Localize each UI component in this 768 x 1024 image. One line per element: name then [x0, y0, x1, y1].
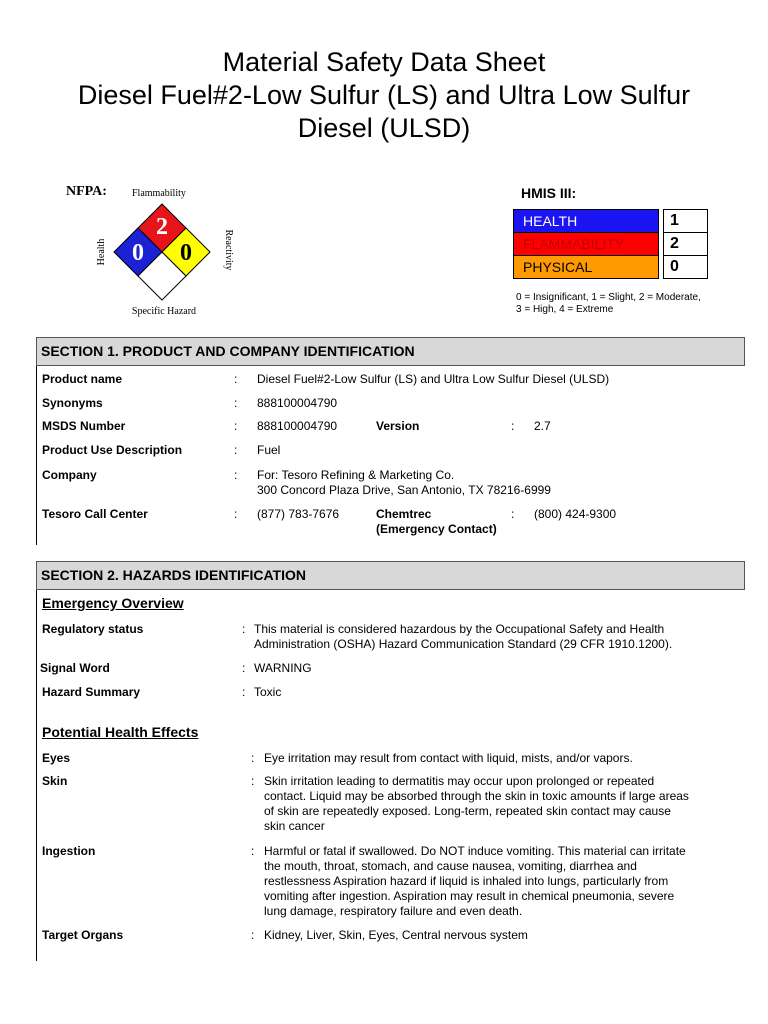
chemtrec-value: (800) 424-9300 [534, 507, 617, 521]
regulatory-row: Regulatory status : This material is considered hazardous by the Occupational Safety and Health Administration (OSHA) Hazard Communication Standard (29 CFR 1910.1200). [42, 622, 673, 651]
hmis-legend-line-2: 3 = High, 4 = Extreme [516, 304, 614, 315]
company-line-1: For: Tesoro Refining & Marketing Co. [257, 468, 455, 482]
title-line-2: Diesel Fuel#2-Low Sulfur (LS) and Ultra Low Sulfur [77, 80, 691, 110]
section-1-heading: SECTION 1. PRODUCT AND COMPANY IDENTIFICATION [36, 337, 745, 366]
title-line-3: Diesel (ULSD) [297, 113, 471, 143]
hmis-health-value: 1 [664, 210, 708, 233]
hmis-legend [516, 292, 716, 316]
skin-line: contact. Liquid may be absorbed through the skin in toxic amounts if large areas [264, 789, 689, 803]
use-value: Fuel [257, 443, 281, 457]
section-2 [36, 561, 745, 961]
msds-number-value: 888100004790 [257, 419, 338, 433]
hmis-physical-label: PHYSICAL [514, 256, 659, 279]
company-label: Company [42, 468, 97, 482]
regulatory-line-2: Administration (OSHA) Hazard Communication Standard (29 CFR 1910.1200). [254, 637, 673, 651]
ingestion-line: the mouth, throat, stomach, and cause nausea, vomiting, diarrhea and [264, 859, 637, 873]
chemtrec-label-line-2: (Emergency Contact) [376, 522, 497, 536]
skin-line: Skin irritation leading to dermatitis may occur upon prolonged or repeated [264, 774, 655, 788]
hazard-summary-value: Toxic [254, 685, 282, 699]
nfpa-specific-caption: Specific Hazard [131, 306, 197, 317]
ingestion-line: restlessness Aspiration hazard if liquid is inhaled into lungs, particularly from [264, 874, 669, 888]
nfpa-reactivity-caption: Reactivity [223, 229, 234, 271]
hmis-table [513, 209, 708, 279]
nfpa-reactivity-value: 0 [180, 240, 192, 266]
target-organs-row: Target Organs : Kidney, Liver, Skin, Eyes, Central nervous system [42, 928, 528, 942]
ingestion-line: Harmful or fatal if swallowed. Do NOT induce vomiting. This material can irritate [264, 844, 686, 858]
nfpa-health-caption: Health [96, 238, 107, 266]
hmis-physical-value: 0 [664, 256, 708, 279]
call-center-label: Tesoro Call Center [42, 507, 148, 521]
signal-word-value: WARNING [254, 661, 312, 675]
target-organs-label: Target Organs [42, 928, 124, 942]
hmis-flammability-label: FLAMMABILITY [514, 233, 659, 256]
emergency-overview-heading: Emergency Overview [42, 595, 184, 611]
regulatory-label: Regulatory status [42, 622, 144, 636]
skin-label: Skin [42, 774, 68, 788]
msds-row: MSDS Number : 888100004790 Version : 2.7 [42, 419, 551, 433]
hazard-summary-label: Hazard Summary [42, 685, 141, 699]
synonyms-label: Synonyms [42, 396, 103, 410]
document-title [0, 46, 768, 145]
nfpa-label: NFPA: [66, 184, 107, 199]
nfpa-flammability-value: 2 [156, 214, 168, 240]
eyes-label: Eyes [42, 751, 71, 765]
section-1 [36, 337, 745, 545]
ingestion-label: Ingestion [42, 844, 96, 858]
hmis-health-label: HEALTH [514, 210, 659, 233]
company-row: Company : For: Tesoro Refining & Marketing Co. 300 Concord Plaza Drive, San Antonio, TX 78216-6999 [42, 468, 551, 497]
call-center-row: Tesoro Call Center : (877) 783-7676 Chemtrec (Emergency Contact) : (800) 424-9300 [42, 507, 617, 536]
product-name-label: Product name [42, 372, 123, 386]
ingestion-row: Ingestion : Harmful or fatal if swallowed. Do NOT induce vomiting. This material can irritate the mouth, throat, stomach, and cause nausea, vomiting, diarrhea and restlessness Aspiration hazard if liquid is inhaled into lungs, particularly from vomiting after ingestion. Aspiration may result in chemical pneumonia, severe lung damage, respiratory failure and even death. [42, 844, 686, 918]
hmis-legend-line-1: 0 = Insignificant, 1 = Slight, 2 = Moderate, [516, 292, 701, 303]
signal-word-row: Signal Word : WARNING [40, 661, 312, 675]
version-label: Version [376, 419, 420, 433]
ingestion-line: lung damage, respiratory failure and even death. [264, 904, 523, 918]
hmis-label: HMIS III: [521, 185, 577, 201]
version-value: 2.7 [534, 419, 551, 433]
synonyms-row: Synonyms : 888100004790 [42, 396, 338, 410]
product-name-value: Diesel Fuel#2-Low Sulfur (LS) and Ultra Low Sulfur Diesel (ULSD) [257, 372, 610, 386]
call-center-value: (877) 783-7676 [257, 507, 340, 521]
synonyms-value: 888100004790 [257, 396, 338, 410]
skin-line: skin cancer [264, 819, 325, 833]
eyes-row: Eyes : Eye irritation may result from contact with liquid, mists, and/or vapors. [42, 751, 633, 765]
hmis-row-physical [514, 256, 708, 279]
company-line-2: 300 Concord Plaza Drive, San Antonio, TX 78216-6999 [257, 483, 551, 497]
signal-word-label: Signal Word [40, 661, 110, 675]
use-label: Product Use Description [42, 443, 183, 457]
hazard-summary-row: Hazard Summary : Toxic [42, 685, 282, 699]
use-row: Product Use Description : Fuel [42, 443, 281, 457]
skin-row: Skin : Skin irritation leading to dermatitis may occur upon prolonged or repeated contact. Liquid may be absorbed through the skin in toxic amounts if large areas of skin are repeatedly exposed. Long-term, repeated skin contact may cause skin cancer [42, 774, 689, 833]
msds-number-label: MSDS Number [42, 419, 126, 433]
title-line-1: Material Safety Data Sheet [222, 47, 546, 77]
potential-health-heading: Potential Health Effects [42, 724, 199, 740]
hmis-row-flammability [514, 233, 708, 256]
nfpa-flammability-caption: Flammability [132, 188, 186, 199]
skin-line: of skin are repeatedly exposed. Long-term, repeated skin contact may cause [264, 804, 671, 818]
hmis-flammability-value: 2 [664, 233, 708, 256]
regulatory-line-1: This material is considered hazardous by the Occupational Safety and Health [254, 622, 665, 636]
target-organs-value: Kidney, Liver, Skin, Eyes, Central nervous system [264, 928, 528, 942]
nfpa-health-value: 0 [132, 240, 144, 266]
hmis-row-health [514, 210, 708, 233]
eyes-value: Eye irritation may result from contact with liquid, mists, and/or vapors. [264, 751, 633, 765]
product-name-row: Product name : Diesel Fuel#2-Low Sulfur (LS) and Ultra Low Sulfur Diesel (ULSD) [42, 372, 610, 386]
ingestion-line: vomiting after ingestion. Aspiration may result in chemical pneumonia, severe [264, 889, 675, 903]
nfpa-diamond [90, 180, 250, 320]
chemtrec-label-line-1: Chemtrec [376, 507, 432, 521]
section-2-heading: SECTION 2. HAZARDS IDENTIFICATION [36, 561, 745, 590]
